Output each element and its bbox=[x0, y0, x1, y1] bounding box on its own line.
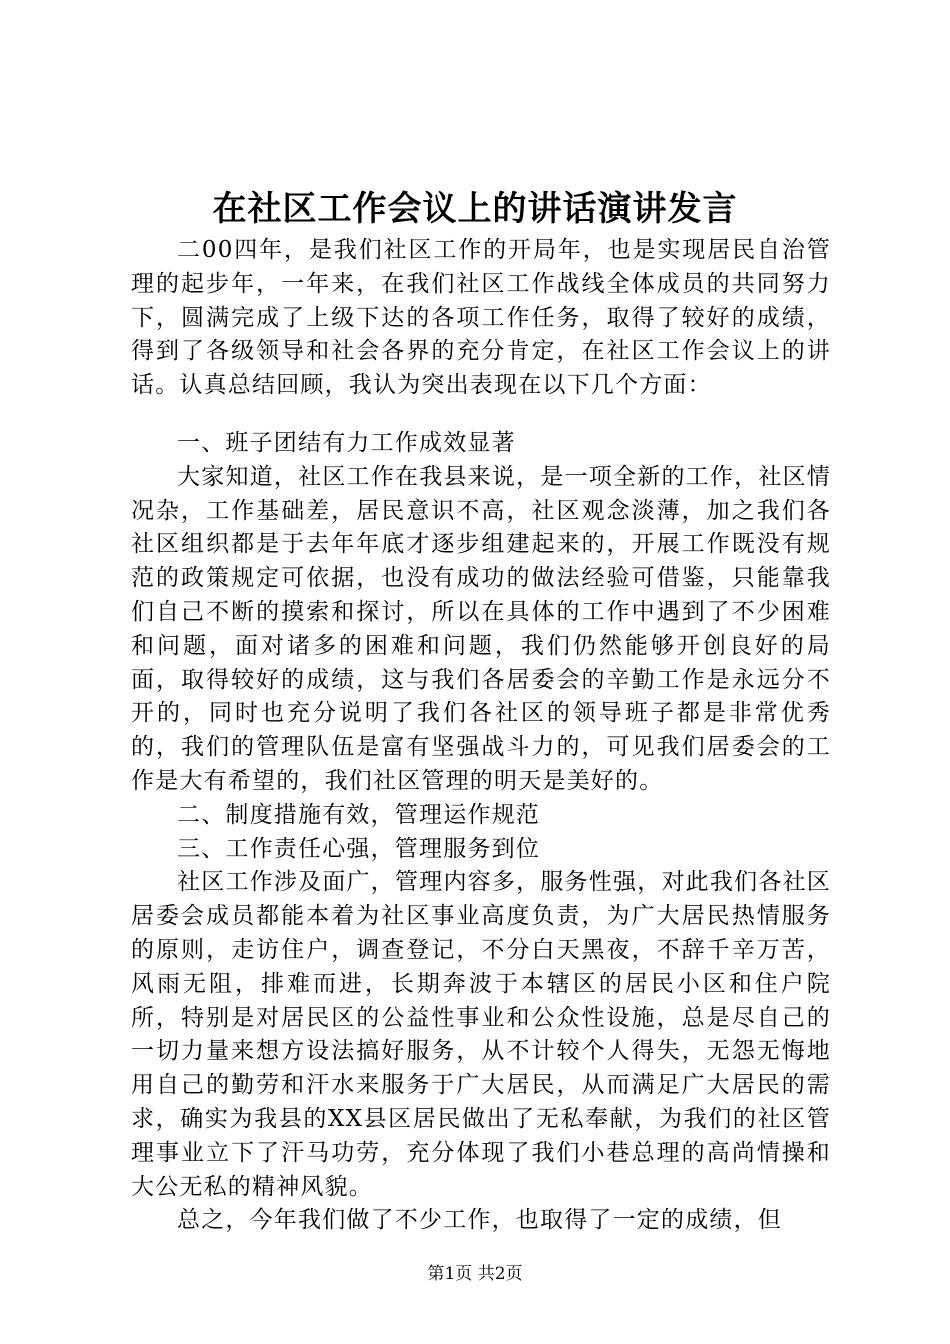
document-body bbox=[131, 234, 831, 1238]
section-heading-2: 二、制度措施有效，管理运作规范 bbox=[177, 801, 540, 828]
section-3-paragraph: 社区工作涉及面广，管理内容多，服务性强，对此我们各社区居委会成员都能本着为社区事业高度负责，为广大居民热情服务的原则，走访住户，调查登记，不分白天黑夜，不辞千辛万苦，风雨无阻，排难而进，长期奔波于本辖区的居民小区和住户院所，特别是对居民区的公益性事业和公众性设施，总是尽自己的一切力量来想方设法搞好服务，从不计较个人得失，无怨无悔地用自己的勤劳和汗水来服务于广大居民，从而满足广大居民的需求，确实为我县的XX县区居民做出了无私奉献，为我们的社区管理事业立下了汗马功劳，充分体现了我们小巷总理的高尚情操和大公无私的精神风貌。 bbox=[131, 869, 831, 1200]
intro-paragraph: 二00四年，是我们社区工作的开局年，也是实现居民自治管理的起步年，一年来，在我们社区工作战线全体成员的共同努力下，圆满完成了上级下达的各项工作任务，取得了较好的成绩，得到了各级领导和社会各界的充分肯定，在社区工作会议上的讲话。认真总结回顾，我认为突出表现在以下几个方面： bbox=[131, 237, 831, 399]
page-number-footer: 第1页 共2页 bbox=[427, 1264, 523, 1284]
document-title: 在社区工作会议上的讲话演讲发言 bbox=[212, 189, 738, 229]
summary-paragraph: 总之，今年我们做了不少工作，也取得了一定的成绩，但 bbox=[177, 1207, 782, 1234]
section-heading-3: 三、工作责任心强，管理服务到位 bbox=[177, 835, 540, 862]
section-heading-1: 一、班子团结有力工作成效显著 bbox=[177, 429, 516, 456]
section-1-paragraph: 大家知道，社区工作在我县来说，是一项全新的工作，社区情况杂，工作基础差，居民意识不高，社区观念淡薄，加之我们各社区组织都是于去年年底才逐步组建起来的，开展工作既没有规范的政策规定可依据，也没有成功的做法经验可借鉴，只能靠我们自己不断的摸索和探讨，所以在具体的工作中遇到了不少困难和问题，面对诸多的困难和问题，我们仍然能够开创良好的局面，取得较好的成绩，这与我们各居委会的辛勤工作是永远分不开的，同时也充分说明了我们各社区的领导班子都是非常优秀的，我们的管理队伍是富有坚强战斗力的，可见我们居委会的工作是大有希望的，我们社区管理的明天是美好的。 bbox=[131, 463, 831, 794]
